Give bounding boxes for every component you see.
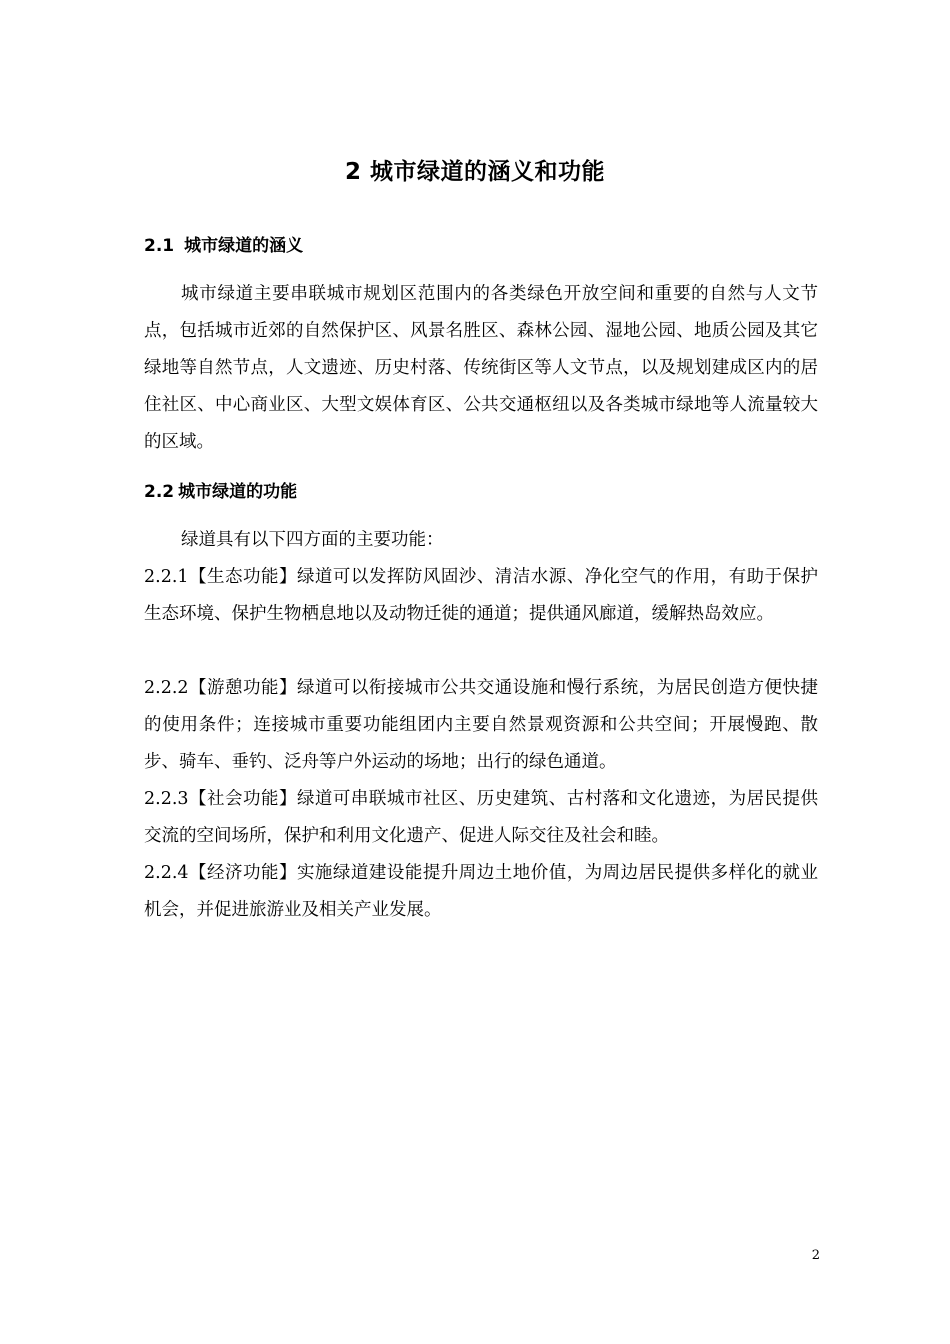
- item-number: 2.2.2: [144, 678, 189, 698]
- list-item-social-function: [144, 781, 818, 855]
- item-number: 2.2.3: [144, 789, 189, 809]
- item-text: 绿道可以发挥防风固沙、清洁水源、净化空气的作用，有助于保护生态环境、保护生物栖息地以及动物迁徙的通道；提供通风廊道，缓解热岛效应。: [144, 567, 819, 624]
- paragraph-definition: 城市绿道主要串联城市规划区范围内的各类绿色开放空间和重要的自然与人文节点，包括城市近郊的自然保护区、风景名胜区、森林公园、湿地公园、地质公园及其它绿地等自然节点，人文遗迹、历史村落、传统街区等人文节点，以及规划建成区内的居住社区、中心商业区、大型文娱体育区、公共交通枢纽以及各类城市绿地等人流量较大的区域。: [144, 284, 818, 452]
- item-number: 2.2.1: [144, 567, 189, 587]
- item-text: 绿道可串联城市社区、历史建筑、古村落和文化遗迹，为居民提供交流的空间场所，保护和利用文化遗产、促进人际交往及社会和睦。: [144, 789, 819, 846]
- section-title: 城市绿道的功能: [178, 482, 298, 502]
- item-label: 【生态功能】: [188, 567, 297, 587]
- list-item-economic-function: [144, 855, 818, 929]
- item-number: 2.2.4: [144, 863, 189, 883]
- item-label: 【经济功能】: [188, 863, 297, 883]
- page-number: 2: [811, 1248, 820, 1263]
- section-heading-2-2: [144, 480, 297, 504]
- item-text: 实施绿道建设能提升周边土地价值，为周边居民提供多样化的就业机会，并促进旅游业及相关产业发展。: [144, 863, 819, 920]
- section-heading-2-1: [144, 234, 303, 258]
- section-title: 城市绿道的涵义: [184, 236, 304, 256]
- paragraph-functions-intro: 绿道具有以下四方面的主要功能：: [181, 530, 444, 550]
- list-item-ecological-function: [144, 559, 818, 633]
- item-text: 绿道可以衔接城市公共交通设施和慢行系统，为居民创造方便快捷的使用条件；连接城市重要功能组团内主要自然景观资源和公共空间；开展慢跑、散步、骑车、垂钓、泛舟等户外运动的场地；出行的绿色通道。: [144, 678, 819, 772]
- list-item-recreation-function: [144, 670, 818, 781]
- section-number: 2.2: [144, 482, 175, 502]
- section-number: 2.1: [144, 236, 175, 256]
- chapter-title: 2 城市绿道的涵义和功能: [344, 159, 605, 185]
- item-label: 【游憩功能】: [188, 678, 297, 698]
- item-label: 【社会功能】: [188, 789, 297, 809]
